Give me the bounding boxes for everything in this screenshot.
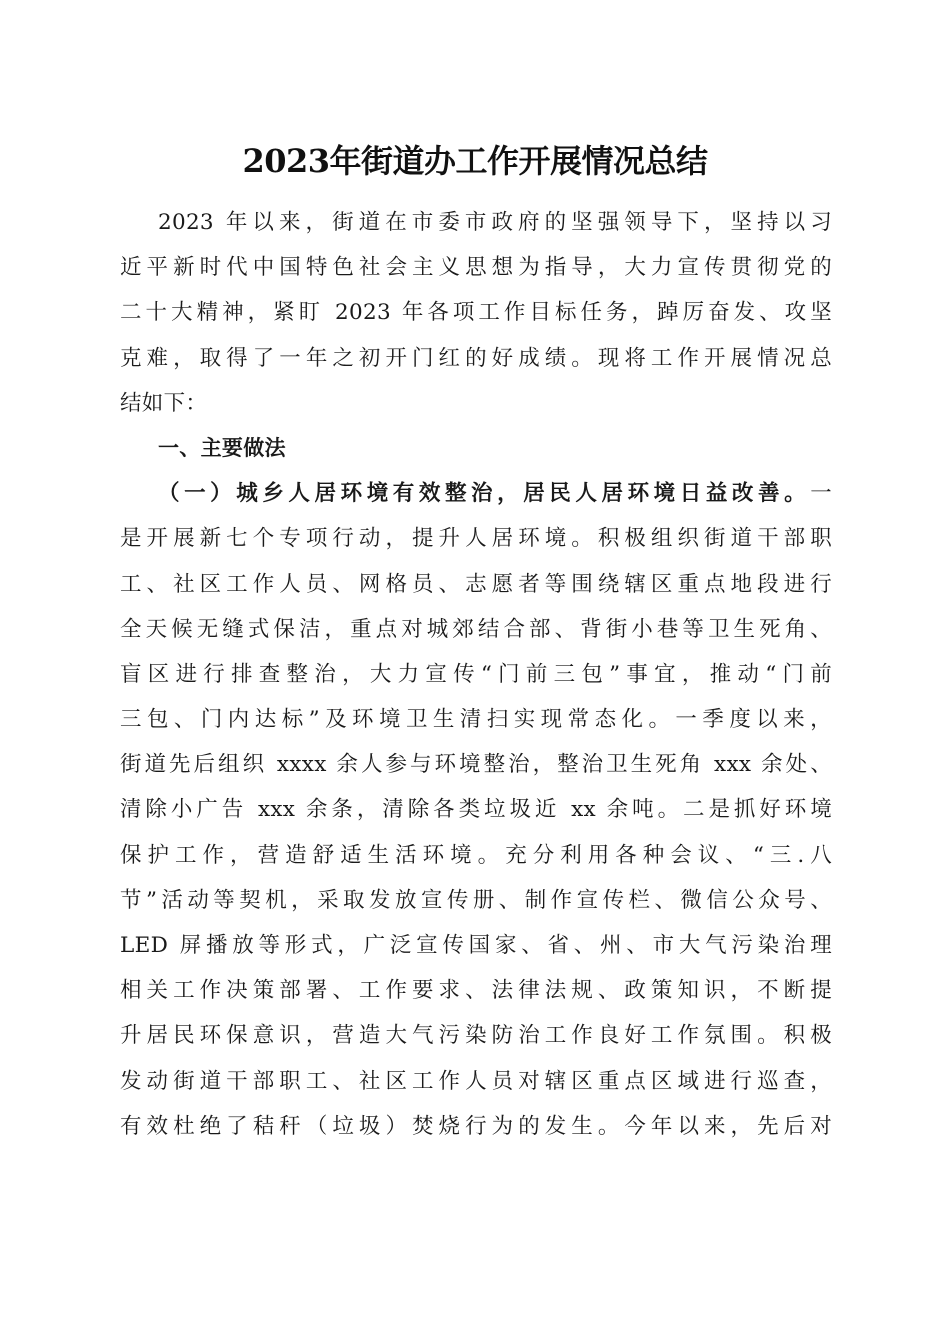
body-line: 有效杜绝了秸秆（垃圾）焚烧行为的发生。今年以来，先后对 <box>120 1113 832 1139</box>
body-line: 清除小广告 xxx 余条，清除各类垃圾近 xx 余吨。二是抓好环境 <box>120 797 832 823</box>
intro-line: 克难，取得了一年之初开门红的好成绩。现将工作开展情况总 <box>120 345 832 371</box>
subsection-heading: （一）城乡人居环境有效整治，居民人居环境日益改善。 <box>158 481 811 507</box>
subsection-first-line-rest: 一 <box>810 481 832 507</box>
document-body <box>120 200 832 1149</box>
body-line: 保护工作，营造舒适生活环境。充分利用各种会议、“三.八 <box>120 842 832 868</box>
section-heading: 一、主要做法 <box>158 435 286 460</box>
body-line: 节”活动等契机，采取发放宣传册、制作宣传栏、微信公众号、 <box>120 887 832 913</box>
intro-line: 结如下： <box>120 390 208 416</box>
body-line: 是开展新七个专项行动，提升人居环境。积极组织街道干部职 <box>120 526 832 552</box>
body-line: LED 屏播放等形式，广泛宣传国家、省、州、市大气污染治理 <box>120 933 832 958</box>
body-line: 升居民环保意识，营造大气污染防治工作良好工作氛围。积极 <box>120 1023 832 1049</box>
body-line: 发动街道干部职工、社区工作人员对辖区重点区域进行巡查， <box>120 1068 832 1094</box>
body-line: 工、社区工作人员、网格员、志愿者等围绕辖区重点地段进行 <box>120 571 832 597</box>
body-line: 三包、门内达标”及环境卫生清扫实现常态化。一季度以来， <box>120 707 832 733</box>
body-line: 相关工作决策部署、工作要求、法律法规、政策知识，不断提 <box>120 978 832 1004</box>
intro-line: 二十大精神，紧盯 2023 年各项工作目标任务，踔厉奋发、攻坚 <box>120 300 832 326</box>
subsection-first-line <box>120 471 832 516</box>
body-line: 盲区进行排查整治，大力宣传“门前三包”事宜，推动“门前 <box>120 661 832 687</box>
intro-line: 2023 年以来，街道在市委市政府的坚强领导下，坚持以习 <box>158 210 832 235</box>
body-line: 街道先后组织 xxxx 余人参与环境整治，整治卫生死角 xxx 余处、 <box>120 752 832 778</box>
body-line: 全天候无缝式保洁，重点对城郊结合部、背街小巷等卫生死角、 <box>120 616 832 642</box>
document-title: 2023年街道办工作开展情况总结 <box>242 142 708 180</box>
intro-line: 近平新时代中国特色社会主义思想为指导，大力宣传贯彻党的 <box>120 255 832 281</box>
